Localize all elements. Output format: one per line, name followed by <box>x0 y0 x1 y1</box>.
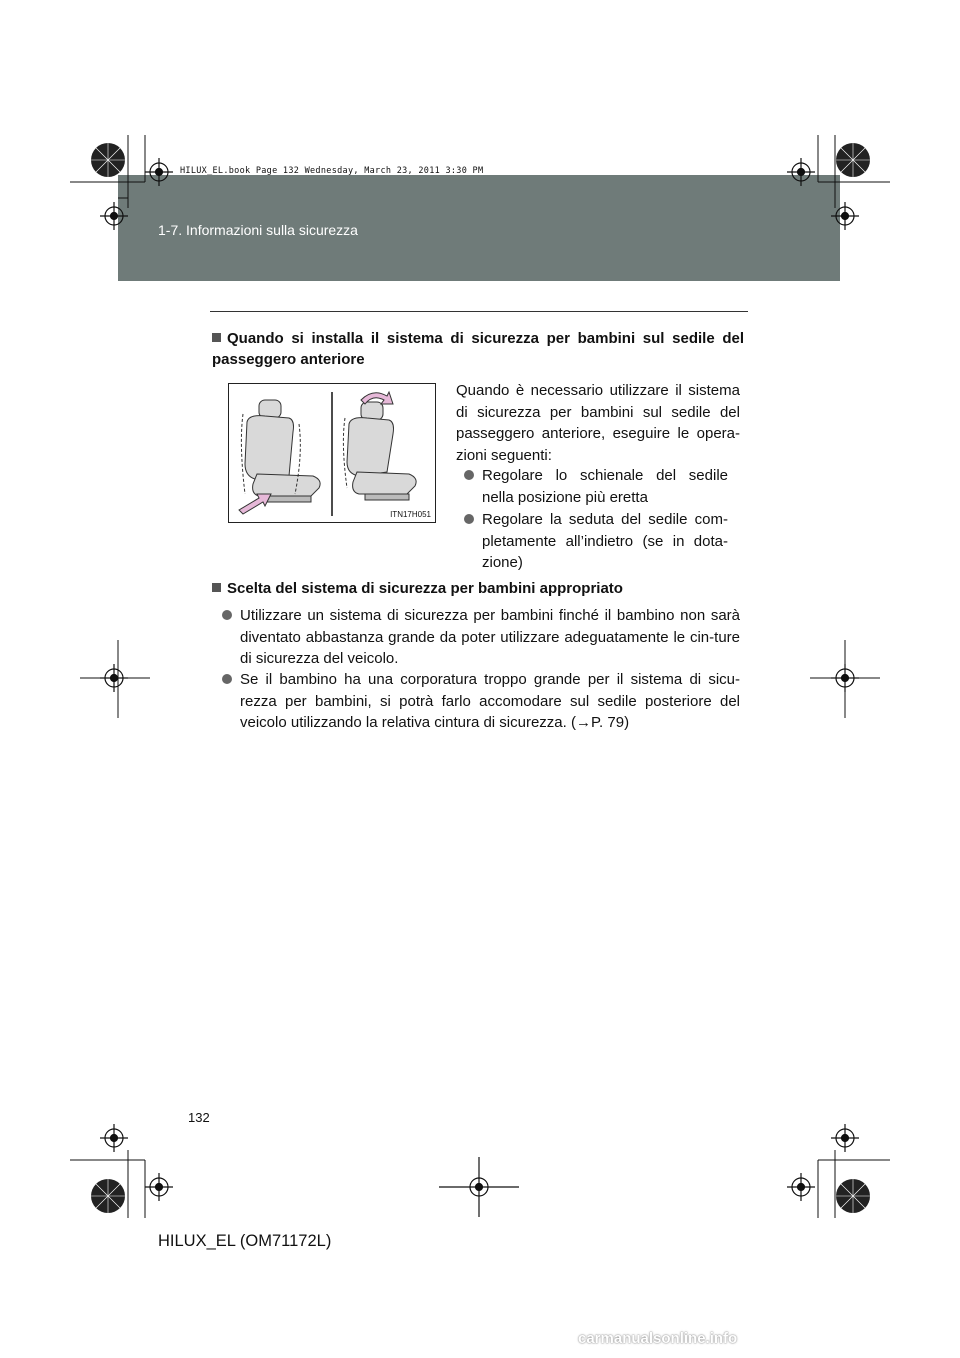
square-bullet-icon <box>212 583 221 592</box>
content-top-rule <box>210 311 748 312</box>
section-title: 1-7. Informazioni sulla sicurezza <box>158 222 358 238</box>
heading-front-passenger-seat: Quando si installa il sistema di sicurezza per bambini sul sedile del passeggero anteriore <box>212 330 744 368</box>
arrow-forward-icon <box>239 494 271 514</box>
watermark: carmanualsonline.info <box>578 1330 738 1347</box>
document-code: HILUX_EL (OM71172L) <box>158 1232 332 1250</box>
seat-right <box>343 402 416 500</box>
round-bullet-icon <box>464 514 474 524</box>
seat-adjustment-figure <box>228 383 436 523</box>
seat-illustration <box>229 384 435 522</box>
list-item: Se il bambino ha una corporatura troppo grande per il sistema di sicu-rezza per bambini, si potrà farlo accomodare sul sedile posteriore del veicolo utilizzando la relativa cintura di sicurezza. (→P. 79) <box>240 671 740 731</box>
list-item: Regolare lo schienale del sedile nella posizione più eretta <box>482 467 728 506</box>
book-stamp: HILUX_EL.book Page 132 Wednesday, March 23, 2011 3:30 PM <box>180 166 484 176</box>
square-bullet-icon <box>212 333 221 342</box>
figure-code: ITN17H051 <box>390 510 431 519</box>
list-item: Utilizzare un sistema di sicurezza per bambini finché il bambino non sarà diventato abbastanza grande da poter utilizzare adeguatamente le cin-ture di sicurezza del veicolo. <box>240 607 740 667</box>
heading-choose-child-seat: Scelta del sistema di sicurezza per bambini appropriato <box>212 578 744 599</box>
round-bullet-icon <box>222 674 232 684</box>
list-item: Regolare la seduta del sedile com-pletamente all’indietro (se in dota-zione) <box>482 511 728 571</box>
intro-paragraph: Quando è necessario utilizzare il sistema di sicurezza per bambini sul sedile del passeggero anteriore, eseguire le opera-zioni seguenti: <box>456 382 740 464</box>
round-bullet-icon <box>464 470 474 480</box>
page-number: 132 <box>188 1110 210 1125</box>
seat-left <box>241 400 320 502</box>
round-bullet-icon <box>222 610 232 620</box>
